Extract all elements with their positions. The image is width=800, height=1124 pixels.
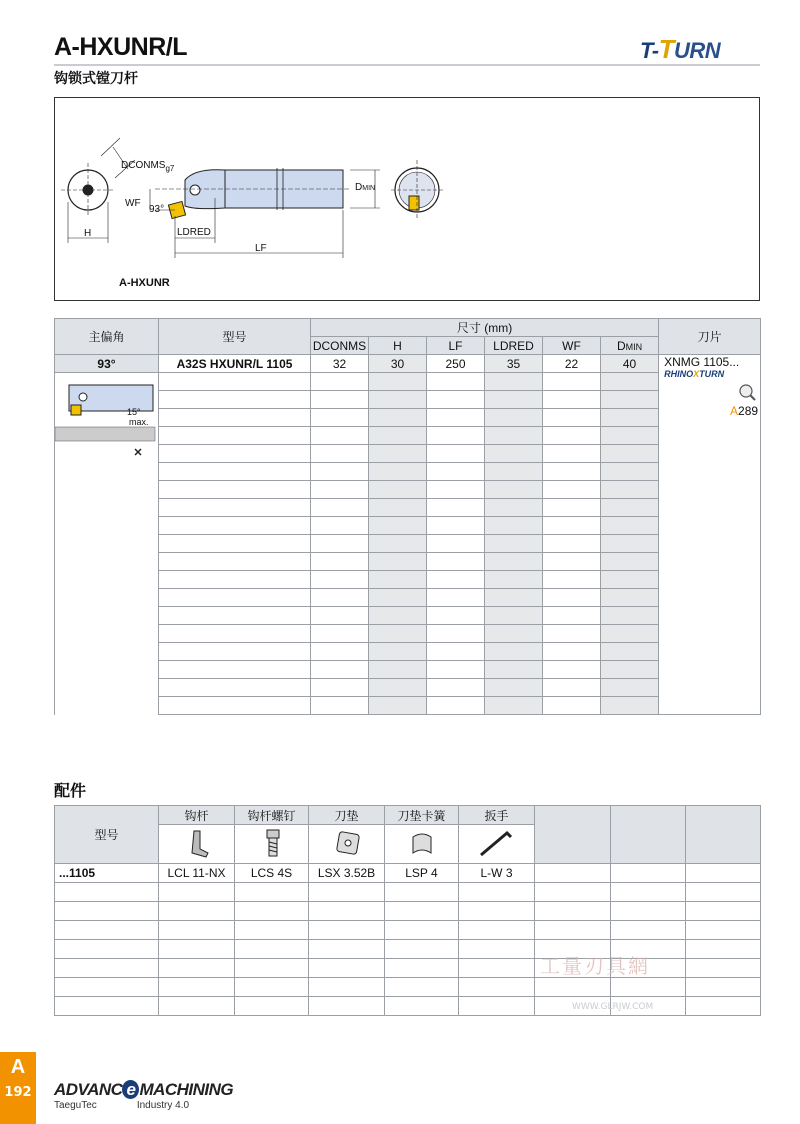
brand-turn-rest: URN: [673, 38, 721, 63]
row-ldred: 35: [485, 355, 543, 373]
page-title: A-HXUNR/L: [54, 33, 187, 61]
brand-t: T-: [640, 38, 659, 63]
lever-icon: [159, 825, 235, 864]
row-lf: 250: [427, 355, 485, 373]
end-view-icon: [61, 138, 135, 243]
insert-name: XNMG 1105...: [664, 355, 740, 369]
t-turn-logo: [640, 34, 720, 65]
mini-angle-label: 15°: [127, 407, 141, 417]
table-row: [55, 864, 761, 883]
acc-row-screw: LCS 4S: [235, 864, 309, 883]
brand-turn-t: T: [658, 34, 674, 64]
row-dconms: 32: [311, 355, 369, 373]
acc-col-lever-screw: 钩杆螺钉: [235, 806, 309, 825]
acc-col-shim: 刀垫: [309, 806, 385, 825]
watermark-url: WWW.GLRJW.COM: [572, 1002, 654, 1012]
row-angle: 93°: [55, 355, 159, 373]
page-subtitle: 钩锁式镗刀杆: [54, 71, 138, 87]
mini-max-label: max.: [129, 417, 149, 427]
insert-page-ref[interactable]: A289: [730, 404, 759, 418]
dconms-label: $DCONMS_{g7}$: [121, 160, 175, 173]
accessories-title: 配件: [54, 781, 87, 800]
table-row: [55, 355, 761, 373]
advance-machining-logo: ADVANC e MACHINING TaeguTec Industry 4.0: [54, 1080, 234, 1111]
header-insert: 刀片: [659, 319, 761, 355]
tool-holder-drawing: [55, 98, 759, 300]
front-view-icon: [391, 160, 445, 220]
specification-table: [54, 318, 761, 715]
shim-pin-icon: [385, 825, 459, 864]
header-model: 型号: [159, 319, 311, 355]
header-dimensions: 尺寸 (mm): [311, 319, 659, 337]
col-dconms: DCONMS: [311, 337, 369, 355]
col-ldred: LDRED: [485, 337, 543, 355]
acc-row-wrench: L-W 3: [459, 864, 535, 883]
page-number: 192: [4, 1085, 32, 1100]
drawing-caption: A-HXUNR: [119, 277, 170, 289]
watermark: 工量刃具網: [540, 954, 650, 978]
technical-drawing: [54, 97, 760, 301]
boring-mini-diagram: [55, 377, 159, 477]
col-wf: WF: [543, 337, 601, 355]
screw-icon: [235, 825, 309, 864]
acc-col-shim-pin: 刀垫卡簧: [385, 806, 459, 825]
acc-row-shim: LSX 3.52B: [309, 864, 385, 883]
section-letter: A: [10, 1056, 26, 1078]
acc-row-shim-pin: LSP 4: [385, 864, 459, 883]
ldred-label: LDRED: [177, 227, 211, 238]
rhino-xturn-logo: RHINOXTURN: [664, 369, 725, 379]
acc-row-model: ...1105: [55, 864, 159, 883]
angle-label: 93°: [149, 204, 165, 215]
acc-header-model: 型号: [55, 806, 159, 864]
shim-icon: [309, 825, 385, 864]
row-model: A32S HXUNR/L 1105: [159, 355, 311, 373]
lf-label: LF: [255, 243, 267, 254]
row-dmin: 40: [601, 355, 659, 373]
wrench-icon: [459, 825, 535, 864]
acc-col-wrench: 扳手: [459, 806, 535, 825]
col-dmin: DMIN: [601, 337, 659, 355]
mini-diagram-cell: [55, 373, 159, 715]
page-tab: [0, 1052, 36, 1124]
header-angle: 主偏角: [55, 319, 159, 355]
magnifier-icon: [664, 383, 760, 404]
acc-col-lever: 钩杆: [159, 806, 235, 825]
dmin-label: DMIN: [355, 182, 376, 193]
col-lf: LF: [427, 337, 485, 355]
insert-cell: [659, 355, 761, 715]
row-wf: 22: [543, 355, 601, 373]
wf-label: WF: [125, 198, 141, 209]
row-h: 30: [369, 355, 427, 373]
accessories-table: [54, 805, 761, 1016]
acc-row-lever: LCL 11-NX: [159, 864, 235, 883]
col-h: H: [369, 337, 427, 355]
h-label: H: [84, 228, 92, 239]
